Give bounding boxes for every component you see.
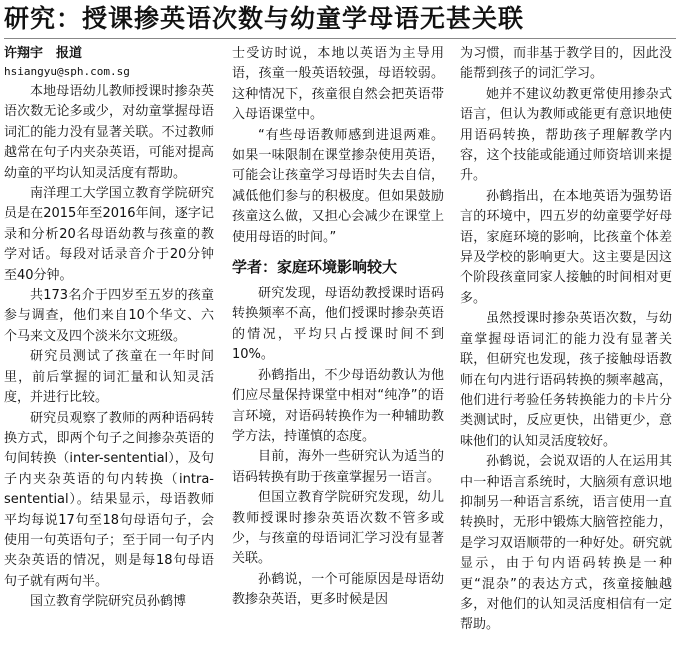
column-2 [232,44,444,611]
paragraph: 研究员观察了教师的两种语码转换方式，即两个句子之间掺杂英语的句间转换（inter-sentential），及句子内夹杂英语的句内转换（intra-sentential）。结果显示，母语教师平均每说17句至18句母语句子，会使用一句英语句子；至于同一句子内夹杂英语的情况，则是每18句母语句子就有两句半。 [4,410,214,589]
paragraph: 她并不建议幼教更常使用掺杂式语言，但认为教师或能更有意识地使用语码转换，帮助孩子理解教学内容，这个技能或能通过师资培训来提升。 [460,86,672,184]
paragraph: 研究发现，母语幼教授课时语码转换频率不高，他们授课时掺杂英语的情况，平均只占授课时间不到10%。 [232,286,444,363]
paragraph: 虽然授课时掺杂英语次数，与幼童掌握母语词汇的能力没有显著关联，但研究也发现，孩子接触母语教师在句内进行语码转换的频率越高，他们进行考验任务转换能力的卡片分类测试时，反应更快，出错更少，意味他们的认知灵活度较好。 [460,311,672,449]
author-email: hsiangyu@sph.com.sg [4,65,130,78]
subheading: 学者：家庭环境影响较大 [232,258,398,277]
column-3 [460,44,672,636]
paragraph: 孙鹤指出，不少母语幼教认为他们应尽量保持课堂中相对“纯净”的语言环境，对语码转换作为一种辅助教学方法，持谨慎的态度。 [232,367,444,444]
paragraph: 研究员测试了孩童在一年时间里，前后掌握的词汇量和认知灵活度，并进行比较。 [4,349,214,406]
paragraph: 孙鹤指出，在本地英语为强势语言的环境中，四五岁的幼童要学好母语，家庭环境的影响，比孩童个体差异及学校的影响更大。这主要是因这个阶段孩童同家人接触的时间相对更多。 [460,188,672,306]
paragraph: 国立教育学院研究员孙鹤博 [30,594,187,610]
paragraph: 本地母语幼儿教师授课时掺杂英语次数无论多或少，对幼童掌握母语词汇的能力没有显著关联。不过教师越常在句子内夹杂英语，可能对提高幼童的平均认知灵活度有帮助。 [4,84,214,181]
paragraph: 孙鹤说，一个可能原因是母语幼教掺杂英语，更多时候是因 [232,571,444,608]
quote-paragraph: “有些母语教师感到进退两难。如果一味限制在课堂掺杂使用英语，可能会让孩童学习母语时失去自信，减低他们参与的积极度。但如果鼓励孩童这么做，又担心会减少在课堂上使用母语的时间。” [232,127,444,245]
headline-rule [4,38,676,39]
paragraph: 目前，海外一些研究认为适当的语码转换有助于孩童掌握另一语言。 [232,449,444,485]
column-1 [4,44,214,613]
paragraph: 南洋理工大学国立教育学院研究员是在2015年至2016年间，逐字记录和分析20名母语幼教与孩童的教学对话。每段对话录音介于20分钟至40分钟。 [4,186,214,283]
paragraph-continued: 士受访时说，本地以英语为主导用语，孩童一般英语较强，母语较弱。这种情况下，孩童很自然会把英语带入母语课堂中。 [232,46,444,123]
paragraph: 但国立教育学院研究发现，幼儿教师授课时掺杂英语次数不管多或少，与孩童的母语词汇学习没有显著关联。 [232,490,444,567]
headline: 研究：授课掺英语次数与幼童学母语无甚关联 [4,4,525,33]
paragraph-continued: 为习惯，而非基于教学目的，因此没能帮到孩子的词汇学习。 [460,46,672,82]
paragraph: 共173名介于四岁至五岁的孩童参与调查，他们来自10个华文、六个马来文及四个淡米尔文班级。 [4,288,214,344]
byline: 许翔宇 报道 [4,46,83,61]
paragraph: 孙鹤说，会说双语的人在运用其中一种语言系统时，大脑须有意识地抑制另一种语言系统，语言使用一直转换时，无形中锻炼大脑管控能力，是学习双语顺带的一种好处。研究就显示，由于句内语码转换是一种更“混杂”的表达方式，孩童接触越多，对他们的认知灵活度相信有一定帮助。 [460,454,672,633]
